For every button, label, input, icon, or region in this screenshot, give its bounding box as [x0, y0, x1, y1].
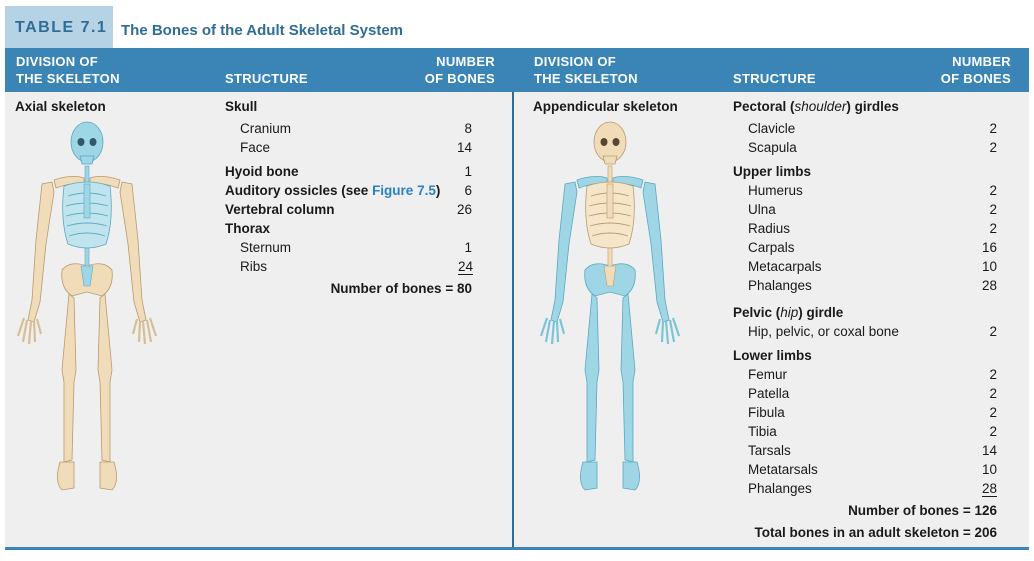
- row-skull: Skull: [225, 99, 258, 114]
- count-metatarsals: 10: [981, 462, 997, 477]
- row-lower-limbs: Lower limbs: [733, 348, 812, 363]
- axial-total-value: 80: [456, 281, 472, 296]
- axial-division-label: Axial skeleton: [15, 99, 106, 114]
- row-pelvic: [733, 304, 843, 322]
- header-division-line2: THE SKELETON: [534, 71, 638, 86]
- row-vertebral: Vertebral column: [225, 202, 335, 217]
- count-femur: 2: [989, 367, 997, 382]
- count-fibula: 2: [989, 405, 997, 420]
- pectoral-label-c: ) girdles: [846, 99, 899, 114]
- header-number-line2: OF BONES: [940, 71, 1011, 86]
- row-scapula: Scapula: [748, 140, 797, 155]
- count-humerus: 2: [989, 183, 997, 198]
- count-face: 14: [456, 140, 472, 155]
- table-header: [5, 48, 1029, 92]
- appendicular-division-label: Appendicular skeleton: [533, 99, 678, 114]
- count-tibia: 2: [989, 424, 997, 439]
- pelvic-label-a: Pelvic (: [733, 305, 781, 320]
- row-hip: Hip, pelvic, or coxal bone: [748, 324, 899, 339]
- row-clavicle: Clavicle: [748, 121, 796, 136]
- count-patella: 2: [989, 386, 997, 401]
- header-structure-left: STRUCTURE: [225, 71, 308, 86]
- row-cranium: Cranium: [240, 121, 292, 136]
- row-patella: Patella: [748, 386, 790, 401]
- row-humerus: Humerus: [748, 183, 803, 198]
- row-face: Face: [240, 140, 271, 155]
- header-number-line1: NUMBER: [436, 54, 495, 69]
- bottom-rule: [5, 547, 1029, 550]
- row-metacarpals: Metacarpals: [748, 259, 822, 274]
- row-tarsals: Tarsals: [748, 443, 791, 458]
- row-metatarsals: Metatarsals: [748, 462, 818, 477]
- header-division-line1: DIVISION OF: [16, 54, 99, 69]
- header-division-line2: THE SKELETON: [16, 71, 120, 86]
- column-divider: [512, 92, 514, 549]
- row-fibula: Fibula: [748, 405, 785, 420]
- row-radius: Radius: [748, 221, 791, 236]
- grand-total: [700, 524, 997, 542]
- count-hyoid: 1: [464, 164, 472, 179]
- axial-total: [250, 280, 472, 298]
- grand-total-value: 206: [974, 525, 997, 540]
- count-ossicles: 6: [464, 183, 472, 198]
- count-phalanges-lower-value: 28: [981, 481, 997, 496]
- count-sternum: 1: [464, 240, 472, 255]
- row-ossicles: [225, 182, 440, 200]
- count-clavicle: 2: [989, 121, 997, 136]
- count-hip: 2: [989, 324, 997, 339]
- pelvic-label-italic: hip: [780, 305, 799, 320]
- header-division-line1: DIVISION OF: [534, 54, 617, 69]
- count-scapula: 2: [989, 140, 997, 155]
- axial-total-label: Number of bones =: [330, 281, 457, 296]
- row-phalanges-upper: Phalanges: [748, 278, 812, 293]
- row-phalanges-lower: Phalanges: [748, 481, 812, 496]
- figure-link[interactable]: Figure 7.5: [372, 183, 436, 198]
- appendicular-skeleton-illustration: [537, 120, 683, 495]
- appendicular-total-value: 126: [974, 503, 997, 518]
- header-number-left: [425, 53, 495, 87]
- axial-skeleton-illustration: [14, 120, 160, 495]
- appendicular-total: [740, 502, 997, 520]
- row-sternum: Sternum: [240, 240, 292, 255]
- grand-total-label: Total bones in an adult skeleton =: [754, 525, 975, 540]
- header-division-left: [16, 53, 120, 87]
- pectoral-label-italic: shoulder: [794, 99, 847, 114]
- header-number-line1: NUMBER: [952, 54, 1011, 69]
- header-number-line2: OF BONES: [424, 71, 495, 86]
- count-carpals: 16: [981, 240, 997, 255]
- ossicles-label: Auditory ossicles (see: [225, 183, 373, 198]
- appendicular-total-label: Number of bones =: [848, 503, 975, 518]
- count-radius: 2: [989, 221, 997, 236]
- row-pectoral: [733, 98, 899, 116]
- count-phalanges-upper: 28: [981, 278, 997, 293]
- count-tarsals: 14: [981, 443, 997, 458]
- row-femur: Femur: [748, 367, 788, 382]
- row-hyoid: Hyoid bone: [225, 164, 299, 179]
- header-structure-right: STRUCTURE: [733, 71, 816, 86]
- count-metacarpals: 10: [981, 259, 997, 274]
- row-carpals: Carpals: [748, 240, 795, 255]
- table-tag: TABLE 7.1: [5, 6, 113, 48]
- pectoral-label-a: Pectoral (: [733, 99, 795, 114]
- count-ulna: 2: [989, 202, 997, 217]
- row-upper-limbs: Upper limbs: [733, 164, 812, 179]
- count-ribs-value: 24: [457, 259, 473, 274]
- count-cranium: 8: [464, 121, 472, 136]
- count-ribs: [453, 258, 473, 276]
- pelvic-label-c: ) girdle: [798, 305, 844, 320]
- count-vertebral: 26: [456, 202, 472, 217]
- row-tibia: Tibia: [748, 424, 777, 439]
- row-thorax: Thorax: [225, 221, 271, 236]
- header-number-right: [941, 53, 1011, 87]
- row-ulna: Ulna: [748, 202, 776, 217]
- table-title-bar: [5, 6, 1029, 48]
- count-phalanges-lower: [973, 480, 997, 498]
- ossicles-suffix: ): [435, 183, 441, 198]
- header-division-right: [534, 53, 638, 87]
- table-title: The Bones of the Adult Skeletal System: [121, 22, 404, 39]
- row-ribs: Ribs: [240, 259, 268, 274]
